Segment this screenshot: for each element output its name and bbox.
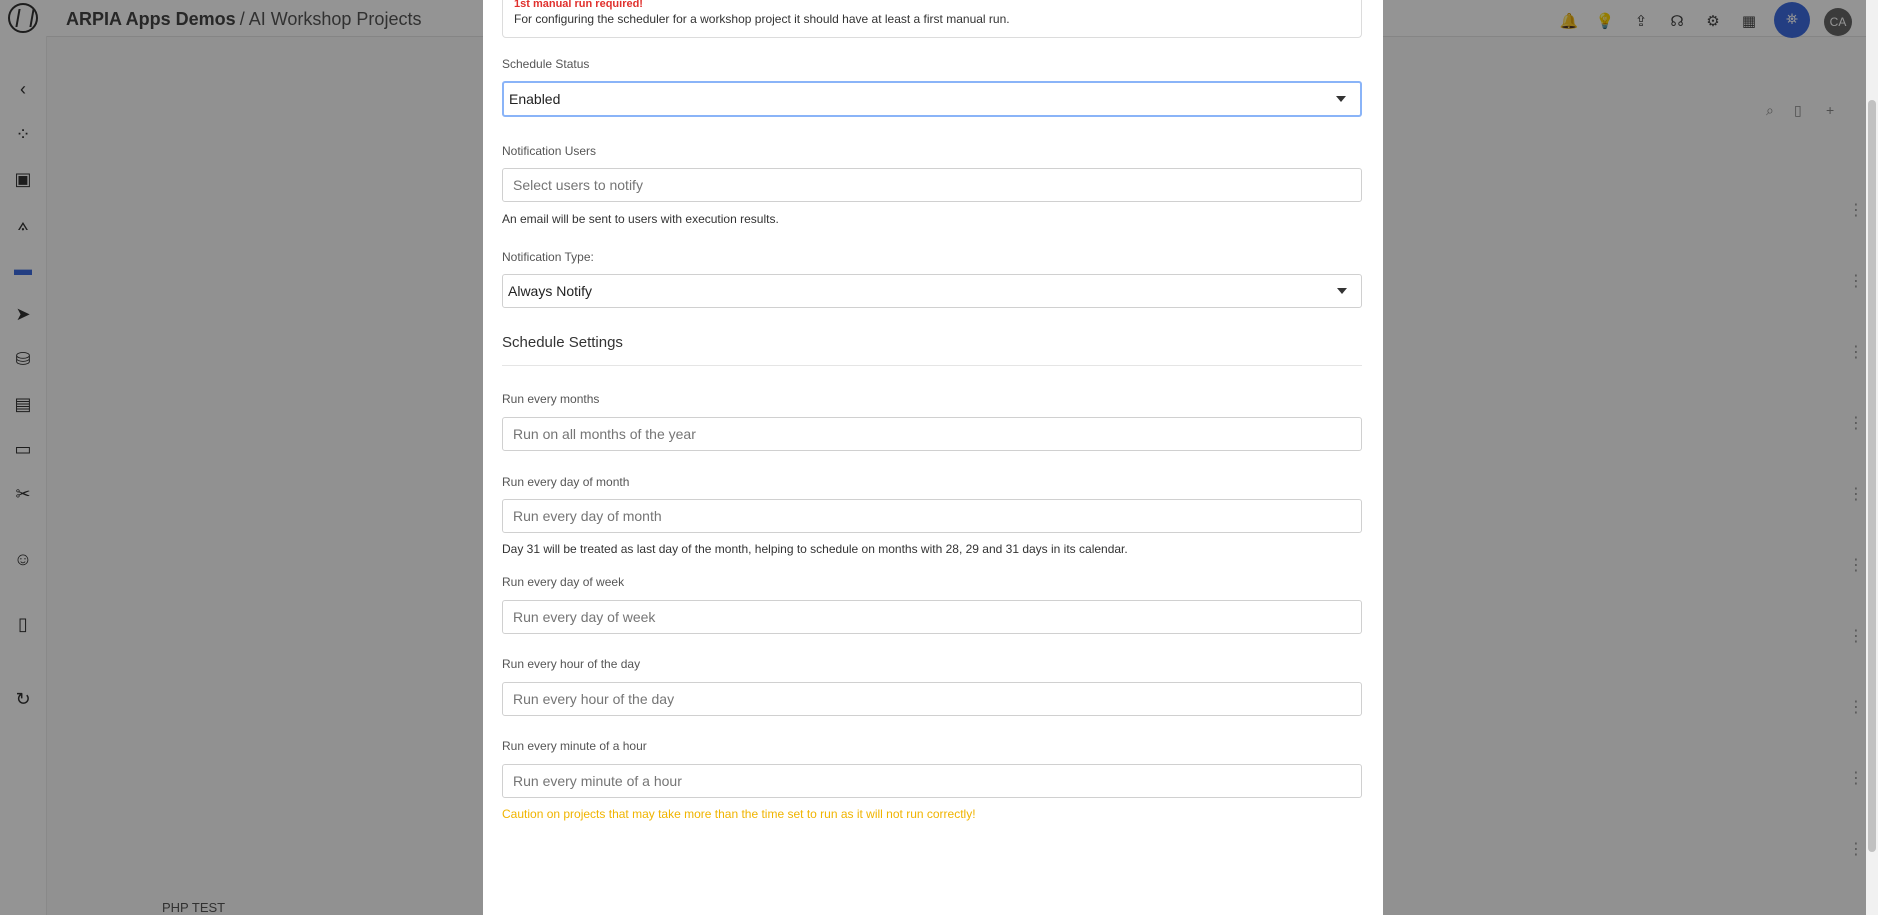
months-placeholder: Run on all months of the year xyxy=(513,426,696,442)
row-menu-icon[interactable]: ⋮ xyxy=(1848,415,1864,432)
back-icon[interactable]: ‹ xyxy=(20,79,26,99)
alert-title: 1st manual run required! xyxy=(514,0,643,10)
terminal-icon[interactable]: ▭ xyxy=(14,439,32,459)
row-menu-icon[interactable]: ⋮ xyxy=(1848,770,1864,787)
notification-type-label: Notification Type: xyxy=(502,250,594,264)
manual-run-alert xyxy=(502,0,1362,38)
headset-icon[interactable]: ☊ xyxy=(1670,13,1684,30)
day-of-month-help: Day 31 will be treated as last day of the month, helping to schedule on months with 28, 29 and 31 days in its calendar. xyxy=(502,542,1128,556)
database-icon[interactable]: ⛁ xyxy=(15,349,31,369)
search-icon[interactable]: ⌕ xyxy=(1766,102,1774,118)
workshop-icon[interactable]: ⛯ xyxy=(1774,2,1810,38)
notification-users-help: An email will be sent to users with execution results. xyxy=(502,212,779,226)
day-of-week-label: Run every day of week xyxy=(502,575,625,589)
breadcrumb-app[interactable]: ARPIA Apps Demos xyxy=(66,9,236,29)
row-menu-icon[interactable]: ⋮ xyxy=(1848,841,1864,858)
day-of-month-label: Run every day of month xyxy=(502,475,630,489)
add-icon[interactable]: + xyxy=(1826,102,1835,118)
share-icon[interactable]: ⇪ xyxy=(1634,13,1648,30)
breadcrumb-separator: / xyxy=(239,9,245,29)
section-divider xyxy=(502,365,1362,366)
row-menu-icon[interactable]: ⋮ xyxy=(1848,344,1864,361)
schedule-settings-title: Schedule Settings xyxy=(502,334,623,351)
chip-icon[interactable]: ⚙ xyxy=(1706,13,1720,30)
notification-type-value: Always Notify xyxy=(508,283,593,299)
day-of-week-placeholder: Run every day of week xyxy=(513,609,656,625)
scheduler-modal xyxy=(483,0,1383,915)
row-menu-icon[interactable]: ⋮ xyxy=(1848,202,1864,219)
row-menu-icon[interactable]: ⋮ xyxy=(1848,628,1864,645)
notes-icon[interactable]: ▯ xyxy=(18,614,28,634)
grid-icon[interactable]: ▦ xyxy=(1741,13,1757,30)
bulb-icon[interactable]: 💡 xyxy=(1595,13,1615,30)
send-icon[interactable]: ➤ xyxy=(15,304,31,324)
notification-users-placeholder: Select users to notify xyxy=(513,177,643,193)
list-item-title: PHP TEST xyxy=(162,900,226,915)
hour-placeholder: Run every hour of the day xyxy=(513,691,675,707)
table-icon[interactable]: ▤ xyxy=(14,394,32,414)
refresh-icon[interactable]: ↻ xyxy=(15,689,31,709)
hour-input[interactable] xyxy=(502,682,1362,716)
row-menu-icon[interactable]: ⋮ xyxy=(1848,273,1864,290)
row-menu-icon[interactable]: ⋮ xyxy=(1848,699,1864,716)
avatar[interactable]: CA xyxy=(1824,8,1852,36)
row-menu-icon[interactable]: ⋮ xyxy=(1848,557,1864,574)
compass-icon[interactable]: ⟑ xyxy=(17,214,29,234)
scrollbar-thumb[interactable] xyxy=(1868,100,1876,852)
user-settings-icon[interactable]: ☺ xyxy=(13,549,33,569)
day-of-month-input[interactable] xyxy=(502,499,1362,533)
minute-input[interactable] xyxy=(502,764,1362,798)
chevron-down-icon xyxy=(1337,288,1347,294)
hour-label: Run every hour of the day xyxy=(502,657,641,671)
schedule-status-select[interactable] xyxy=(502,81,1362,117)
apps-icon[interactable]: ⁘ xyxy=(15,124,31,144)
schedule-status-value: Enabled xyxy=(509,91,561,107)
ai-chip-icon[interactable]: ▣ xyxy=(14,169,32,189)
notification-users-input[interactable] xyxy=(502,168,1362,202)
page-scrollbar[interactable] xyxy=(1866,0,1878,915)
chevron-down-icon xyxy=(1336,96,1346,102)
breadcrumb-section: AI Workshop Projects xyxy=(248,9,422,29)
minute-placeholder: Run every minute of a hour xyxy=(513,773,682,789)
alert-text: For configuring the scheduler for a workshop project it should have at least a first manual run. xyxy=(514,12,1010,26)
minute-label: Run every minute of a hour xyxy=(502,739,647,753)
row-menu-icon[interactable]: ⋮ xyxy=(1848,486,1864,503)
months-label: Run every months xyxy=(502,392,600,406)
tools-icon[interactable]: ✂ xyxy=(15,484,31,504)
day-of-month-placeholder: Run every day of month xyxy=(513,508,662,524)
notification-users-label: Notification Users xyxy=(502,144,597,158)
caution-text: Caution on projects that may take more than the time set to run as it will not run correctly! xyxy=(502,807,976,821)
schedule-status-label: Schedule Status xyxy=(502,57,590,71)
toolbox-icon[interactable]: ▬ xyxy=(14,259,32,279)
day-of-week-input[interactable] xyxy=(502,600,1362,634)
bell-icon[interactable]: 🔔 xyxy=(1559,13,1579,30)
file-icon[interactable]: ▯ xyxy=(1794,102,1802,118)
notification-type-select[interactable] xyxy=(502,274,1362,308)
months-input[interactable] xyxy=(502,417,1362,451)
